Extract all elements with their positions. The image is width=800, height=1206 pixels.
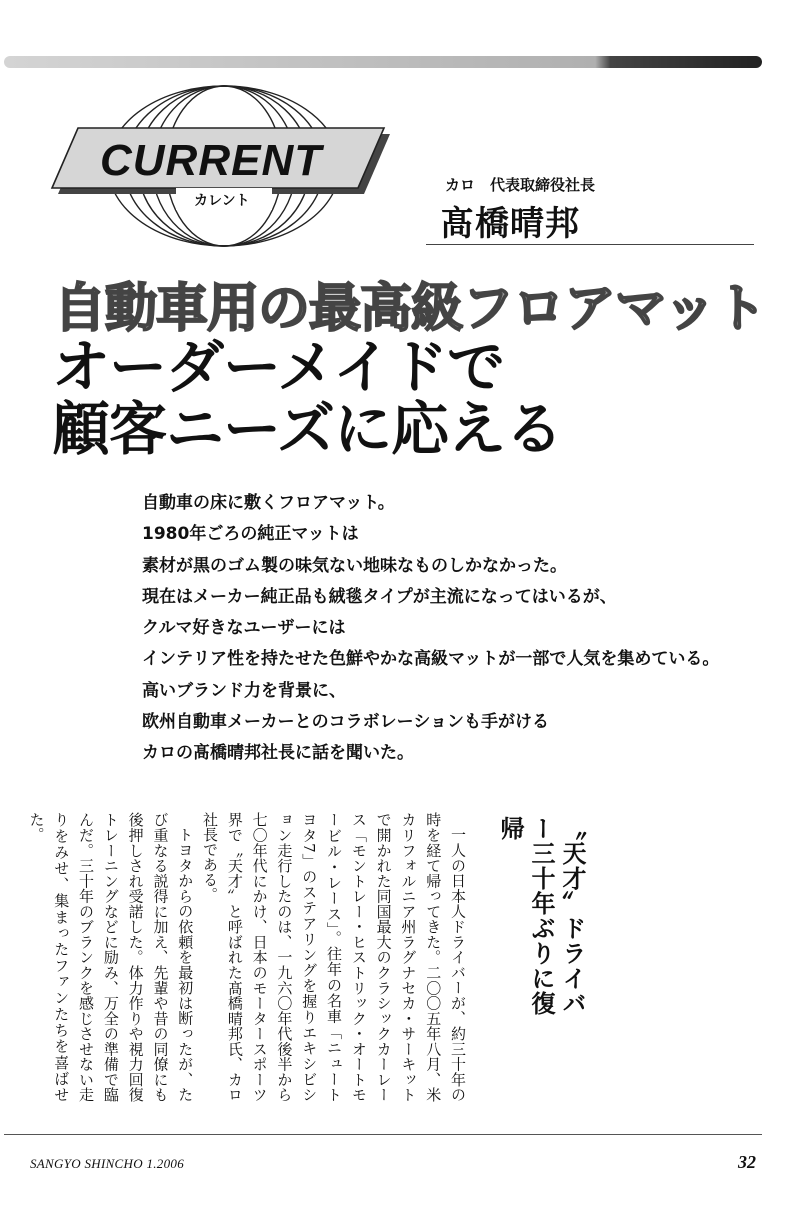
byline-rule xyxy=(426,244,754,245)
lead-line: クルマ好きなユーザーには xyxy=(142,618,346,639)
logo-subtext: カレント xyxy=(194,193,250,209)
lead-line: 現在はメーカー純正品も絨毯タイプが主流になってはいるが、 xyxy=(142,586,617,607)
headline-main-line2: 顧客ニーズに応える xyxy=(52,395,563,463)
article-paragraph: トヨタからの依頼を最初は断ったが、たび重なる説得に加え、先輩や昔の同僚にも後押しされ受諾した。体力作りや視力回復トレーニングなどに励み、万全の準備で臨んだ。三十年のブランクを感じさせない走りをみせ、集まったファンたちを喜ばせた。 xyxy=(27,812,195,1102)
headline-main-line1: オーダーメイドで xyxy=(52,333,504,401)
footer-rule xyxy=(4,1134,762,1135)
lead-line: カロの髙橋晴邦社長に話を聞いた。 xyxy=(142,743,414,764)
lead-paragraph xyxy=(142,488,762,770)
lead-line: 1980年ごろの純正マットは xyxy=(142,524,359,545)
logo-text: CURRENT xyxy=(100,136,323,185)
lead-line: 欧州自動車メーカーとのコラボレーションも手がける xyxy=(142,712,549,733)
lead-line: 自動車の床に敷くフロアマット。 xyxy=(142,493,395,513)
footer-publication: SANGYO SHINCHO 1.2006 xyxy=(30,1156,185,1171)
lead-line: インテリア性を持たせた色鮮やかな高級マットが一部で人気を集めている。 xyxy=(142,649,720,670)
byline-company-title: カロ 代表取締役社長 xyxy=(445,176,596,194)
headline-kicker: 自動車用の最高級フロアマット xyxy=(54,279,766,339)
top-decorative-bar xyxy=(4,56,762,68)
page-number: 32 xyxy=(738,1152,756,1172)
lead-line: 高いブランド力を背景に、 xyxy=(142,680,346,701)
article-body xyxy=(27,812,470,1102)
section-subhead: 〝天才〟ドライバー三十年ぶりに復帰 xyxy=(496,816,586,1016)
lead-line: 素材が黒のゴム製の味気ない地味なものしかなかった。 xyxy=(142,555,567,576)
current-logo xyxy=(48,82,400,250)
article-paragraph: 一人の日本人ドライバーが、約三十年の時を経て帰ってきた。二〇〇五年八月、米カリフォルニア州ラグナセカ・サーキットで開かれた同国最大のクラシックカーレース「モントレー・ヒストリック・オートモービル・レース」。往年の名車「ニュートヨタ7」のステアリングを握りエキシビション走行したのは、一九六〇年代後半から七〇年代にかけ、日本のモータースポーツ界で〝天才〟と呼ばれた髙橋晴邦氏、カロ社長である。 xyxy=(201,812,467,1102)
byline-name: 髙橋晴邦 xyxy=(440,204,580,244)
